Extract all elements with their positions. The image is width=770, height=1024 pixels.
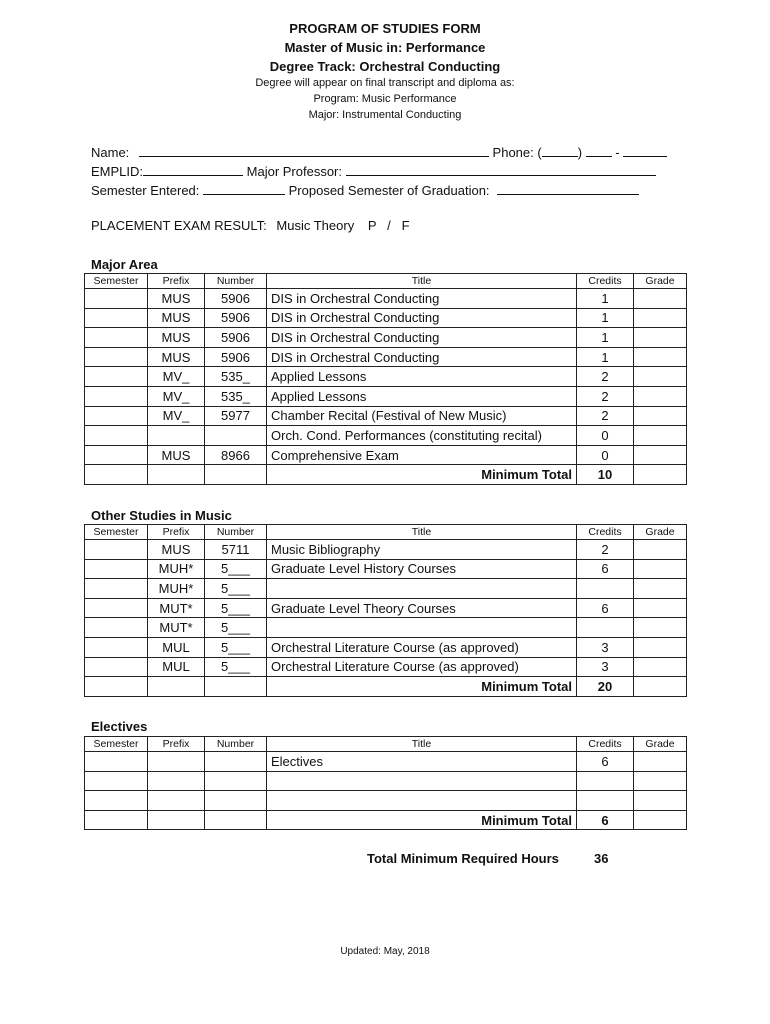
title-cell: DIS in Orchestral Conducting	[267, 347, 577, 367]
credits-cell	[577, 791, 634, 811]
number-cell	[205, 810, 267, 830]
table-row	[85, 618, 687, 638]
column-header-number: Number	[205, 274, 267, 289]
number-cell: 5___	[205, 598, 267, 618]
grade-cell[interactable]	[634, 559, 687, 579]
credits-cell	[577, 579, 634, 599]
degree-name: Master of Music in: Performance	[284, 40, 486, 55]
header-row	[85, 525, 687, 540]
prefix-cell: MUL	[148, 657, 205, 677]
table-row	[85, 637, 687, 657]
grade-cell[interactable]	[634, 406, 687, 426]
electives-table	[84, 736, 687, 830]
table-row	[85, 657, 687, 677]
total-row	[85, 810, 687, 830]
placement-label: PLACEMENT EXAM RESULT:	[91, 218, 267, 233]
title-cell: Orch. Cond. Performances (constituting recital)	[267, 426, 577, 446]
prefix-cell	[148, 465, 205, 485]
semester-cell[interactable]	[85, 657, 148, 677]
column-header-prefix: Prefix	[148, 525, 205, 540]
phone-paren: )	[577, 145, 583, 160]
title-cell: Orchestral Literature Course (as approved)	[267, 657, 577, 677]
electives-title: Electives	[91, 719, 148, 734]
semester-cell[interactable]	[85, 637, 148, 657]
grade-cell[interactable]	[634, 328, 687, 348]
other-studies-table	[84, 524, 687, 697]
grade-cell[interactable]	[634, 445, 687, 465]
semester-cell[interactable]	[85, 367, 148, 387]
column-header-credits: Credits	[577, 274, 634, 289]
semester-cell[interactable]	[85, 426, 148, 446]
number-cell: 535_	[205, 386, 267, 406]
prefix-cell	[148, 791, 205, 811]
number-cell	[205, 465, 267, 485]
column-header-prefix: Prefix	[148, 737, 205, 752]
minimum-total-label: Minimum Total	[267, 465, 577, 485]
prefix-cell: MUT*	[148, 618, 205, 638]
title-cell	[267, 791, 577, 811]
prefix-cell: MV_	[148, 406, 205, 426]
prefix-cell	[148, 752, 205, 772]
grade-cell[interactable]	[634, 657, 687, 677]
prefix-cell: MUS	[148, 445, 205, 465]
semester-cell[interactable]	[85, 328, 148, 348]
semester-cell[interactable]	[85, 386, 148, 406]
number-cell	[205, 791, 267, 811]
prefix-cell	[148, 810, 205, 830]
prefix-cell	[148, 677, 205, 697]
other-studies-title: Other Studies in Music	[91, 508, 232, 523]
grand-total-value: 36	[594, 851, 609, 866]
table-row	[85, 445, 687, 465]
prefix-cell	[148, 426, 205, 446]
number-cell: 5___	[205, 579, 267, 599]
number-cell: 5906	[205, 308, 267, 328]
grade-cell[interactable]	[634, 308, 687, 328]
title-cell: Graduate Level Theory Courses	[267, 598, 577, 618]
number-cell: 8966	[205, 445, 267, 465]
placement-row	[91, 218, 410, 233]
grand-total-label: Total Minimum Required Hours	[367, 851, 559, 866]
table-row	[85, 367, 687, 387]
emplid-row	[91, 163, 656, 179]
grade-cell[interactable]	[634, 367, 687, 387]
grade-cell[interactable]	[634, 540, 687, 560]
title-cell: DIS in Orchestral Conducting	[267, 328, 577, 348]
minimum-total-value: 20	[577, 677, 634, 697]
title-cell: DIS in Orchestral Conducting	[267, 308, 577, 328]
credits-cell	[577, 618, 634, 638]
semester-cell[interactable]	[85, 579, 148, 599]
proposed-graduation-field[interactable]	[497, 182, 639, 195]
prefix-cell: MUS	[148, 540, 205, 560]
semester-cell[interactable]	[85, 540, 148, 560]
prefix-cell: MUS	[148, 347, 205, 367]
column-header-grade: Grade	[634, 737, 687, 752]
title-cell: DIS in Orchestral Conducting	[267, 289, 577, 309]
number-cell	[205, 752, 267, 772]
semester-cell[interactable]	[85, 559, 148, 579]
credits-cell: 3	[577, 637, 634, 657]
phone-prefix-field[interactable]	[586, 144, 612, 157]
column-header-title: Title	[267, 525, 577, 540]
semester-cell	[85, 677, 148, 697]
grade-cell[interactable]	[634, 771, 687, 791]
placement-options[interactable]: P / F	[367, 218, 410, 233]
column-header-grade: Grade	[634, 274, 687, 289]
grade-cell[interactable]	[634, 579, 687, 599]
credits-cell	[577, 771, 634, 791]
number-cell	[205, 426, 267, 446]
title-cell: Chamber Recital (Festival of New Music)	[267, 406, 577, 426]
table-row	[85, 752, 687, 772]
grade-cell[interactable]	[634, 618, 687, 638]
title-cell: Orchestral Literature Course (as approved)	[267, 637, 577, 657]
column-header-prefix: Prefix	[148, 274, 205, 289]
degree-track: Degree Track: Orchestral Conducting	[269, 59, 501, 74]
column-header-number: Number	[205, 525, 267, 540]
major-professor-label: Major Professor:	[246, 164, 343, 179]
major-line: Major: Instrumental Conducting	[308, 109, 462, 121]
credits-cell: 6	[577, 559, 634, 579]
prefix-cell	[148, 771, 205, 791]
major-area-title: Major Area	[91, 257, 158, 272]
semester-cell[interactable]	[85, 618, 148, 638]
number-cell	[205, 677, 267, 697]
updated-note: Updated: May, 2018	[340, 946, 430, 957]
major-professor-field[interactable]	[346, 163, 656, 176]
number-cell: 5906	[205, 328, 267, 348]
semester-cell[interactable]	[85, 771, 148, 791]
semester-row	[91, 182, 639, 198]
emplid-label: EMPLID:	[91, 164, 144, 179]
title-cell: Electives	[267, 752, 577, 772]
semester-cell[interactable]	[85, 289, 148, 309]
grade-cell	[634, 677, 687, 697]
grade-cell[interactable]	[634, 426, 687, 446]
prefix-cell: MUS	[148, 289, 205, 309]
semester-cell[interactable]	[85, 752, 148, 772]
number-cell: 5___	[205, 637, 267, 657]
prefix-cell: MUH*	[148, 579, 205, 599]
prefix-cell: MV_	[148, 386, 205, 406]
grade-cell	[634, 810, 687, 830]
number-cell: 5___	[205, 618, 267, 638]
credits-cell: 1	[577, 289, 634, 309]
placement-subject: Music Theory	[276, 218, 355, 233]
minimum-total-value: 6	[577, 810, 634, 830]
column-header-credits: Credits	[577, 525, 634, 540]
number-cell: 5906	[205, 289, 267, 309]
title-cell	[267, 771, 577, 791]
semester-cell	[85, 465, 148, 485]
grade-cell[interactable]	[634, 791, 687, 811]
major-area-table	[84, 273, 687, 485]
column-header-grade: Grade	[634, 525, 687, 540]
credits-cell: 2	[577, 406, 634, 426]
table-row	[85, 347, 687, 367]
grade-cell[interactable]	[634, 637, 687, 657]
credits-cell: 2	[577, 386, 634, 406]
name-label: Name:	[91, 145, 130, 160]
credits-cell: 1	[577, 308, 634, 328]
table-row	[85, 308, 687, 328]
proposed-graduation-label: Proposed Semester of Graduation:	[288, 183, 490, 198]
semester-cell[interactable]	[85, 347, 148, 367]
number-cell: 5977	[205, 406, 267, 426]
credits-cell: 1	[577, 347, 634, 367]
grade-cell[interactable]	[634, 752, 687, 772]
number-cell: 535_	[205, 367, 267, 387]
grade-cell[interactable]	[634, 386, 687, 406]
table-row	[85, 559, 687, 579]
credits-cell: 0	[577, 445, 634, 465]
semester-cell[interactable]	[85, 598, 148, 618]
semester-entered-field[interactable]	[203, 182, 285, 195]
credits-cell: 6	[577, 752, 634, 772]
total-row	[85, 465, 687, 485]
semester-cell[interactable]	[85, 791, 148, 811]
form-title: PROGRAM OF STUDIES FORM	[289, 21, 481, 36]
number-cell: 5___	[205, 657, 267, 677]
number-cell: 5906	[205, 347, 267, 367]
name-field[interactable]	[139, 144, 489, 157]
prefix-cell: MUH*	[148, 559, 205, 579]
phone-line-field[interactable]	[623, 144, 667, 157]
table-row	[85, 540, 687, 560]
table-row	[85, 386, 687, 406]
emplid-field[interactable]	[143, 163, 243, 176]
semester-cell[interactable]	[85, 406, 148, 426]
title-cell: Music Bibliography	[267, 540, 577, 560]
semester-cell[interactable]	[85, 445, 148, 465]
semester-cell	[85, 810, 148, 830]
diploma-note: Degree will appear on final transcript and diploma as:	[255, 77, 515, 89]
title-cell: Comprehensive Exam	[267, 445, 577, 465]
column-header-credits: Credits	[577, 737, 634, 752]
header-row	[85, 737, 687, 752]
semester-entered-label: Semester Entered:	[91, 183, 200, 198]
column-header-title: Title	[267, 737, 577, 752]
number-cell: 5711	[205, 540, 267, 560]
table-row	[85, 771, 687, 791]
grade-cell[interactable]	[634, 289, 687, 309]
phone-area-field[interactable]	[542, 144, 578, 157]
prefix-cell: MUS	[148, 308, 205, 328]
minimum-total-value: 10	[577, 465, 634, 485]
table-row	[85, 328, 687, 348]
credits-cell: 6	[577, 598, 634, 618]
prefix-cell: MUT*	[148, 598, 205, 618]
program-line: Program: Music Performance	[313, 93, 457, 105]
table-row	[85, 791, 687, 811]
grade-cell[interactable]	[634, 347, 687, 367]
phone-dash: -	[615, 145, 620, 160]
prefix-cell: MUL	[148, 637, 205, 657]
table-row	[85, 579, 687, 599]
grade-cell	[634, 465, 687, 485]
credits-cell: 3	[577, 657, 634, 677]
minimum-total-label: Minimum Total	[267, 677, 577, 697]
table-row	[85, 598, 687, 618]
table-row	[85, 426, 687, 446]
title-cell: Applied Lessons	[267, 367, 577, 387]
credits-cell: 2	[577, 367, 634, 387]
minimum-total-label: Minimum Total	[267, 810, 577, 830]
column-header-semester: Semester	[85, 274, 148, 289]
credits-cell: 1	[577, 328, 634, 348]
credits-cell: 0	[577, 426, 634, 446]
column-header-title: Title	[267, 274, 577, 289]
header-row	[85, 274, 687, 289]
name-row	[91, 144, 667, 160]
number-cell: 5___	[205, 559, 267, 579]
table-row	[85, 289, 687, 309]
table-row	[85, 406, 687, 426]
number-cell	[205, 771, 267, 791]
prefix-cell: MV_	[148, 367, 205, 387]
semester-cell[interactable]	[85, 308, 148, 328]
phone-label: Phone: (	[492, 145, 542, 160]
title-cell	[267, 579, 577, 599]
column-header-number: Number	[205, 737, 267, 752]
column-header-semester: Semester	[85, 525, 148, 540]
column-header-semester: Semester	[85, 737, 148, 752]
total-row	[85, 677, 687, 697]
title-cell: Graduate Level History Courses	[267, 559, 577, 579]
grade-cell[interactable]	[634, 598, 687, 618]
prefix-cell: MUS	[148, 328, 205, 348]
title-cell	[267, 618, 577, 638]
title-cell: Applied Lessons	[267, 386, 577, 406]
credits-cell: 2	[577, 540, 634, 560]
